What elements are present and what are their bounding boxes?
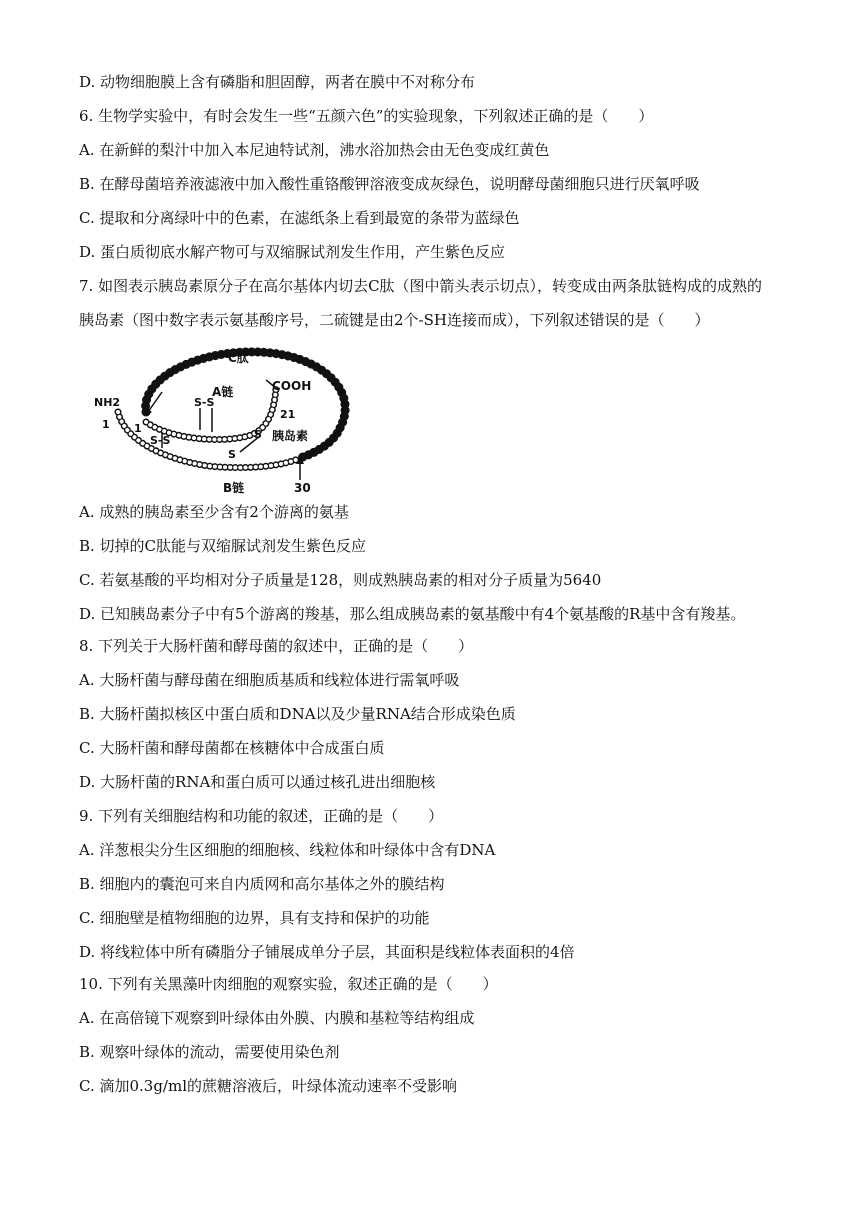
label-insulin: 胰岛素: [272, 429, 309, 443]
question-10: 10. 下列有关黑藻叶肉细胞的观察实验，叙述正确的是（ ）: [79, 975, 498, 993]
question-6: 6. 生物学实验中，有时会发生一些“五颜六色”的实验现象，下列叙述正确的是（ ）: [79, 107, 654, 125]
question-7-line-1: 7. 如图表示胰岛素原分子在高尔基体内切去C肽（图中箭头表示切点），转变成由两条肽链构成的成熟的: [79, 277, 763, 295]
label-ss-1: S-S: [194, 396, 215, 409]
q8-option-c: C. 大肠杆菌和酵母菌都在核糖体中合成蛋白质: [79, 739, 385, 757]
q8-option-b: B. 大肠杆菌拟核区中蛋白质和DNA以及少量RNA结合形成染色质: [79, 705, 516, 723]
q7-option-c: C. 若氨基酸的平均相对分子质量是128，则成熟胰岛素的相对分子质量为5640: [79, 571, 602, 589]
label-a-chain: A链: [212, 385, 234, 399]
option-d-q5: D. 动物细胞膜上含有磷脂和胆固醇，两者在膜中不对称分布: [79, 73, 476, 91]
q7-option-d: D. 已知胰岛素分子中有5个游离的羧基，那么组成胰岛素的氨基酸中有4个氨基酸的R基中含有羧基。: [79, 605, 746, 623]
proinsulin-figure: [88, 340, 364, 498]
q7-option-b: B. 切掉的C肽能与双缩脲试剂发生紫色反应: [79, 537, 367, 555]
label-c-peptide: C肽: [228, 351, 249, 365]
q7-option-a: A. 成熟的胰岛素至少含有2个游离的氨基: [79, 503, 349, 521]
label-b-start: 1: [102, 418, 110, 431]
label-cooh: COOH: [272, 379, 312, 393]
label-nh2: NH2: [94, 396, 121, 409]
question-8: 8. 下列关于大肠杆菌和酵母菌的叙述中，正确的是（ ）: [79, 637, 474, 655]
q9-option-b: B. 细胞内的囊泡可来自内质网和高尔基体之外的膜结构: [79, 875, 445, 893]
q9-option-c: C. 细胞壁是植物细胞的边界，具有支持和保护的功能: [79, 909, 430, 927]
q8-option-d: D. 大肠杆菌的RNA和蛋白质可以通过核孔进出细胞核: [79, 773, 436, 791]
c-peptide-chain: [146, 352, 346, 458]
q8-option-a: A. 大肠杆菌与酵母菌在细胞质基质和线粒体进行需氧呼吸: [79, 671, 460, 689]
proinsulin-diagram: [88, 340, 364, 498]
question-9: 9. 下列有关细胞结构和功能的叙述，正确的是（ ）: [79, 807, 444, 825]
q9-option-a: A. 洋葱根尖分生区细胞的细胞核、线粒体和叶绿体中含有DNA: [79, 841, 496, 859]
q10-option-c: C. 滴加0.3g/ml的蔗糖溶液后，叶绿体流动速率不受影响: [79, 1077, 458, 1095]
question-7-line-2: 胰岛素（图中数字表示氨基酸序号，二硫键是由2个-SH连接而成），下列叙述错误的是（ ）: [79, 311, 710, 329]
q6-option-d: D. 蛋白质彻底水解产物可与双缩脲试剂发生作用，产生紫色反应: [79, 243, 506, 261]
q9-option-d: D. 将线粒体中所有磷脂分子铺展成单分子层，其面积是线粒体表面积的4倍: [79, 943, 575, 961]
label-21: 21: [280, 408, 296, 421]
label-30: 30: [294, 481, 311, 495]
label-ss-2: S-S: [150, 434, 171, 447]
label-b-chain: B链: [223, 481, 245, 495]
label-s-a: S: [254, 428, 262, 441]
label-a-start: 1: [134, 422, 142, 435]
q6-option-a: A. 在新鲜的梨汁中加入本尼迪特试剂，沸水浴加热会由无色变成红黄色: [79, 141, 550, 159]
q10-option-a: A. 在高倍镜下观察到叶绿体由外膜、内膜和基粒等结构组成: [79, 1009, 475, 1027]
q6-option-b: B. 在酵母菌培养液滤液中加入酸性重铬酸钾溶液变成灰绿色，说明酵母菌细胞只进行厌氧呼吸: [79, 175, 700, 193]
q6-option-c: C. 提取和分离绿叶中的色素，在滤纸条上看到最宽的条带为蓝绿色: [79, 209, 520, 227]
label-s-b: S: [228, 448, 236, 461]
q10-option-b: B. 观察叶绿体的流动，需要使用染色剂: [79, 1043, 340, 1061]
